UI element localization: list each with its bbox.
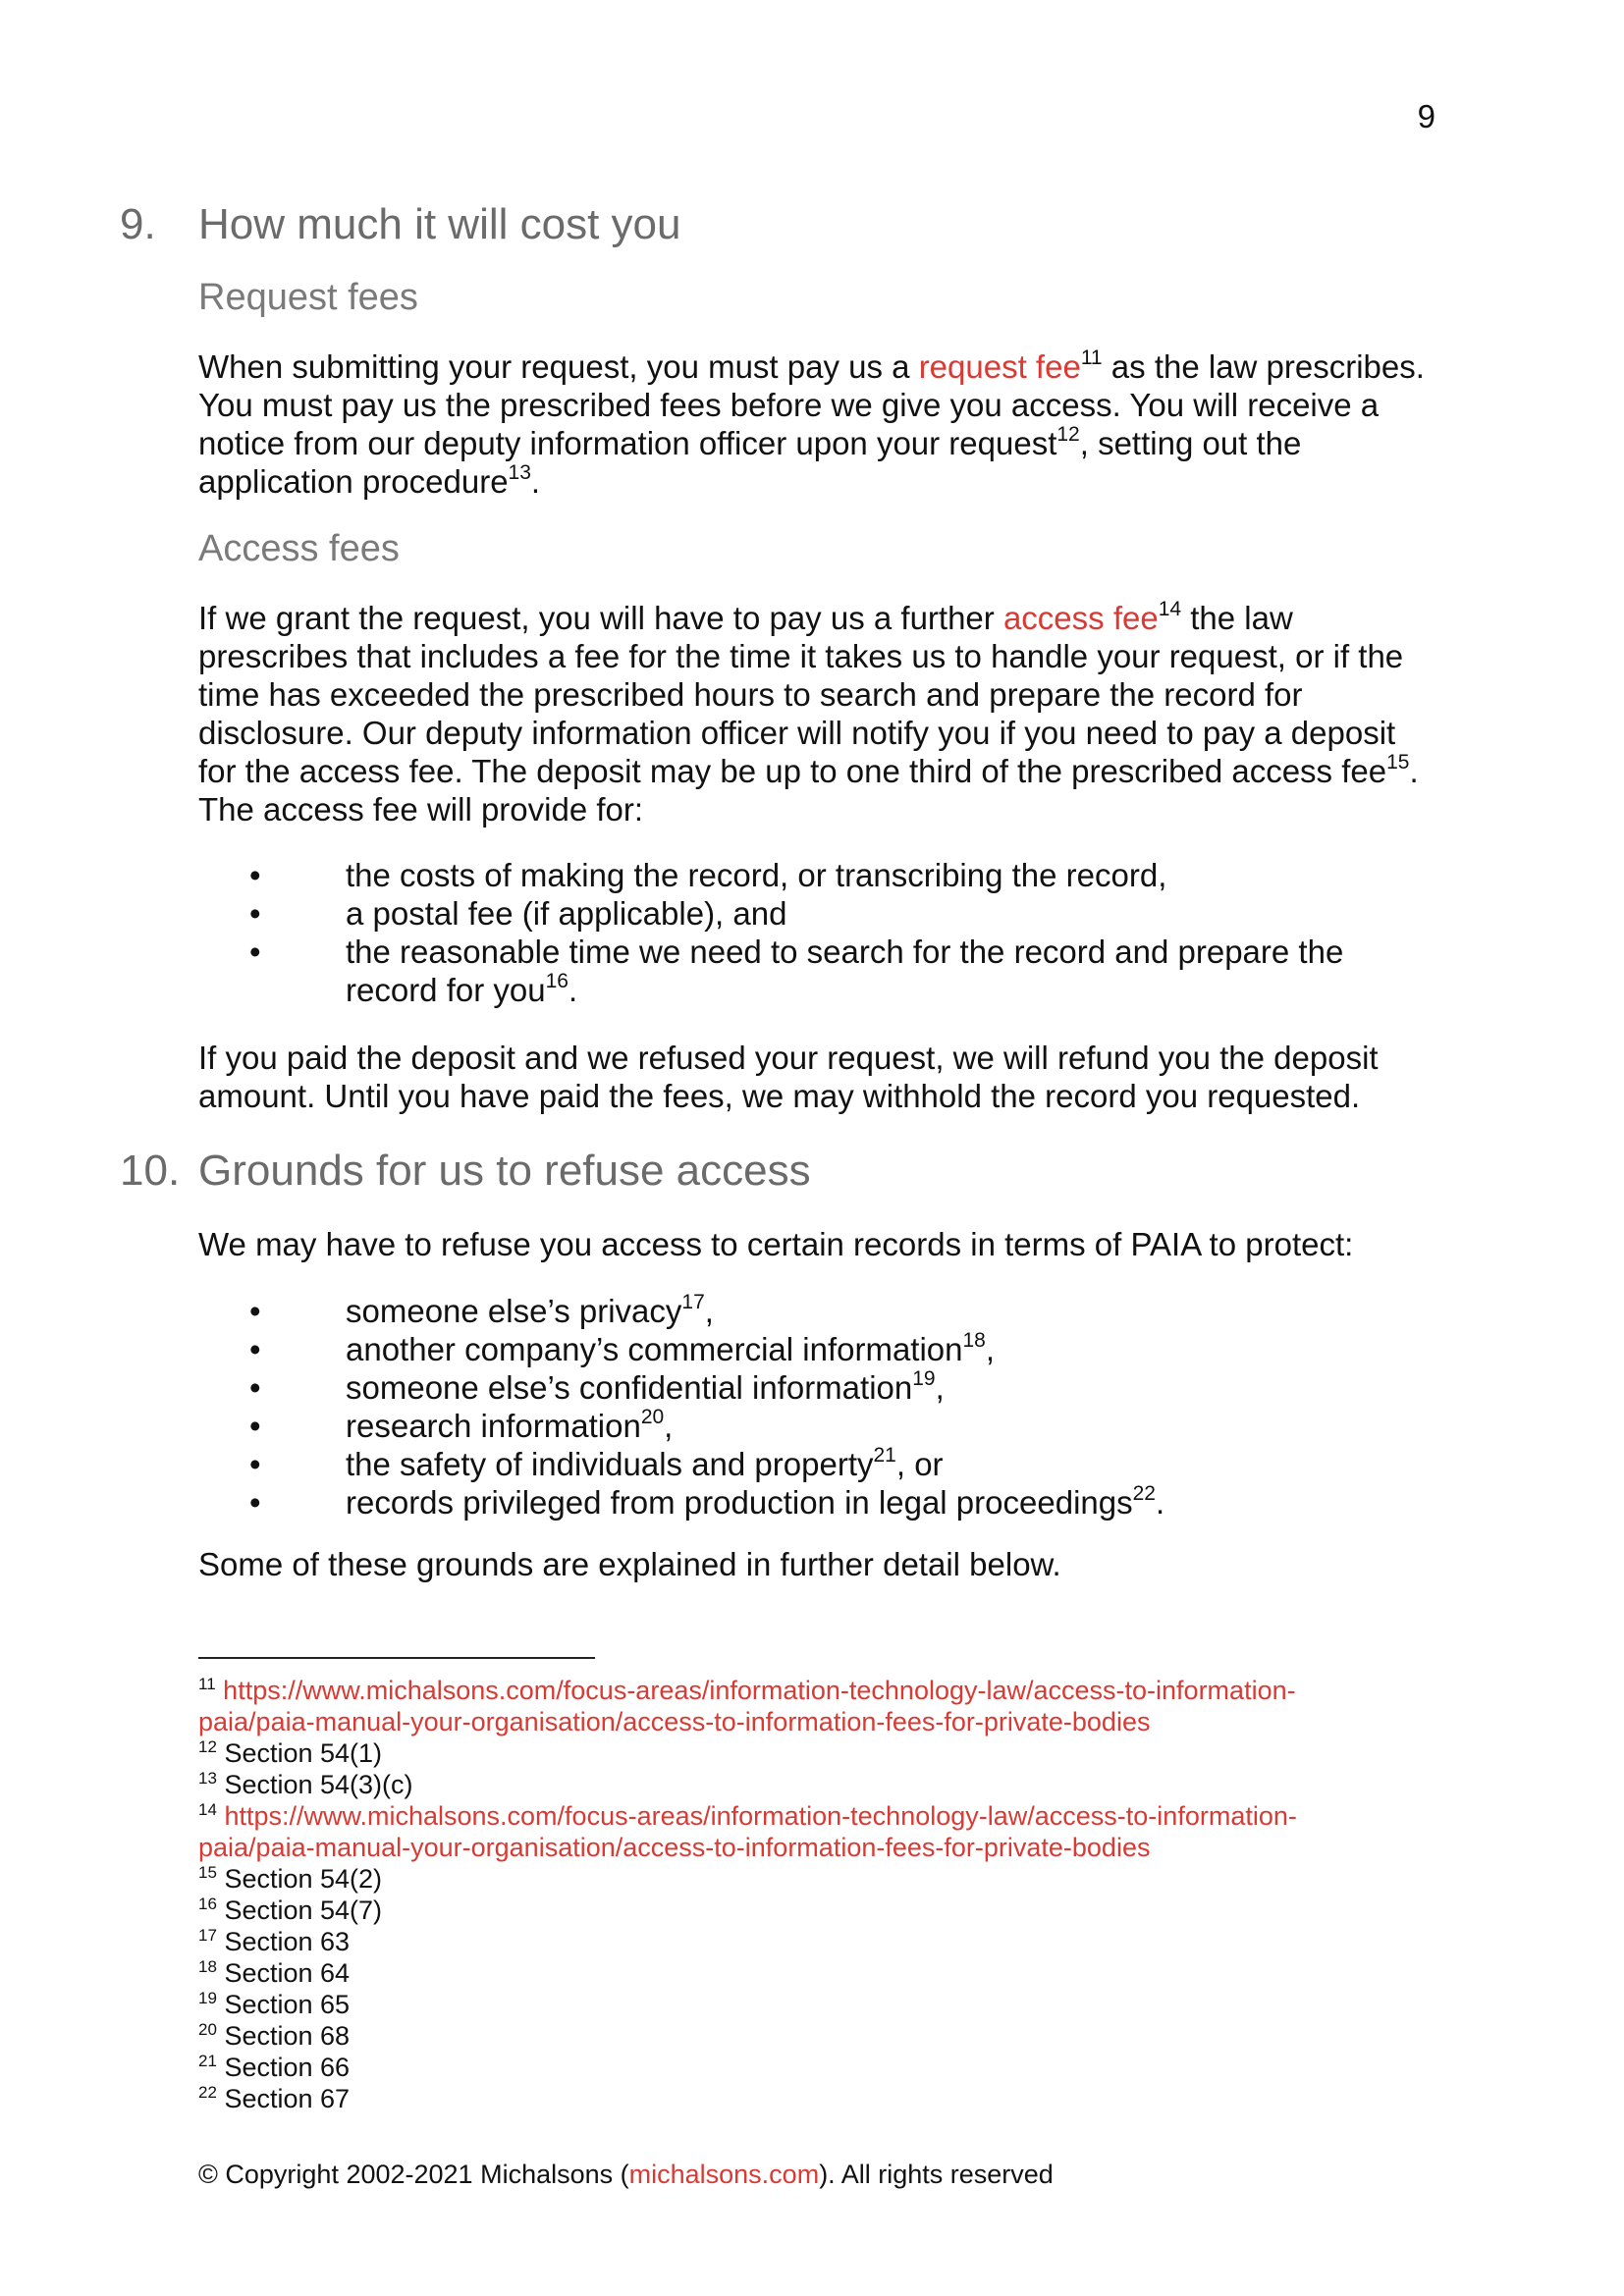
copyright-link[interactable]: michalsons.com <box>628 2160 820 2189</box>
request-fees-heading: Request fees <box>198 277 418 318</box>
list-item <box>198 1407 1441 1445</box>
access-fee-bullets <box>198 856 1441 1009</box>
list-item <box>198 1292 1441 1330</box>
list-item-text: the safety of individuals and property <box>346 1446 874 1482</box>
footnote <box>198 1737 1388 1769</box>
footnote-ref[interactable]: 11 <box>1080 347 1103 369</box>
footnote-number: 14 <box>198 1800 217 1819</box>
footnote-ref[interactable]: 17 <box>681 1291 705 1313</box>
list-item-text: another company’s commercial information <box>346 1331 963 1367</box>
copyright-notice <box>198 2160 1054 2190</box>
footnote-text: Section 63 <box>224 1927 351 1956</box>
bullet-icon: • <box>249 1446 261 1482</box>
footnote <box>198 1800 1388 1863</box>
footnote-number: 13 <box>198 1769 217 1788</box>
list-item-tail: , <box>935 1369 945 1406</box>
footnote-ref[interactable]: 16 <box>545 970 568 992</box>
text-run: the law prescribes that includes a fee for the time it takes us to handle your request, or if the time has exceeded the prescribed hours to search and prepare the record for disclosure. Our deputy information officer will notify you if you need to pay a deposit for the access fee. The deposit may be up to one third of the prescribed access fee <box>198 600 1404 789</box>
copyright-suffix: ). All rights reserved <box>819 2160 1054 2189</box>
list-item-text: the costs of making the record, or transcribing the record, <box>346 857 1167 893</box>
bullet-icon: • <box>249 1293 261 1329</box>
footnote-number: 15 <box>198 1863 217 1882</box>
footnote <box>198 1926 1388 1957</box>
text-run: . <box>530 463 541 500</box>
list-item-text: records privileged from production in legal proceedings <box>346 1484 1133 1521</box>
list-item <box>198 856 1441 894</box>
section-10-heading <box>120 1147 811 1196</box>
footnote-text: Section 68 <box>224 2021 351 2051</box>
footnotes <box>198 1675 1388 2114</box>
footnote-text: Section 54(2) <box>224 1864 383 1894</box>
footnote-text: Section 64 <box>224 1958 351 1988</box>
list-item-text: someone else’s confidential information <box>346 1369 913 1406</box>
footnote-ref[interactable]: 15 <box>1386 751 1410 774</box>
footnote <box>198 1675 1388 1737</box>
bullet-icon: • <box>249 895 261 932</box>
footnote <box>198 1895 1388 1926</box>
footnote-text: Section 54(3)(c) <box>224 1770 413 1799</box>
footnote-number: 16 <box>198 1895 217 1913</box>
text-run: . The access fee will provide for: <box>198 753 1419 828</box>
footnote-text: Section 65 <box>224 1990 351 2019</box>
footnote-number: 22 <box>198 2083 217 2102</box>
bullet-icon: • <box>249 934 261 970</box>
access-fees-heading: Access fees <box>198 528 400 569</box>
footnote-link[interactable]: https://www.michalsons.com/focus-areas/information-technology-law/access-to-information-paia/paia-manual-your-organisation/access-to-information-fees-for-private-bodies <box>198 1801 1297 1862</box>
footnote-link[interactable]: https://www.michalsons.com/focus-areas/information-technology-law/access-to-information-paia/paia-manual-your-organisation/access-to-information-fees-for-private-bodies <box>198 1676 1296 1736</box>
footnote <box>198 1989 1388 2020</box>
list-item <box>198 933 1441 1009</box>
footnote-number: 21 <box>198 2052 217 2070</box>
bullet-icon: • <box>249 1408 261 1444</box>
footnote <box>198 1863 1388 1895</box>
list-item-text: the reasonable time we need to search for the record and prepare the record for you <box>346 934 1344 1008</box>
footnote-text: Section 66 <box>224 2053 351 2082</box>
refusal-intro: We may have to refuse you access to certain records in terms of PAIA to protect: <box>198 1226 1354 1262</box>
request-fee-link[interactable]: request fee <box>918 348 1081 385</box>
list-item <box>198 1368 1441 1407</box>
section-10-number: 10. <box>120 1147 181 1195</box>
access-fees-paragraph <box>198 599 1441 828</box>
footnote-divider <box>198 1657 595 1659</box>
list-item-tail: . <box>1155 1484 1165 1521</box>
footnote-ref[interactable]: 12 <box>1056 423 1080 446</box>
footnote-number: 11 <box>198 1675 216 1693</box>
refund-paragraph: If you paid the deposit and we refused your request, we will refund you the deposit amount. Until you have paid the fees, we may withhold the record you requested. <box>198 1040 1379 1114</box>
page-number: 9 <box>1417 98 1435 134</box>
footnote <box>198 1769 1388 1800</box>
footnote <box>198 1957 1388 1989</box>
footnote-number: 19 <box>198 1989 217 2007</box>
footnote-ref[interactable]: 13 <box>508 461 531 484</box>
section-9-heading <box>120 200 680 249</box>
list-item-text: research information <box>346 1408 641 1444</box>
bullet-icon: • <box>249 1369 261 1406</box>
section-10-title: Grounds for us to refuse access <box>198 1147 811 1195</box>
list-item-tail: , <box>704 1293 714 1329</box>
refusal-grounds-list <box>198 1292 1441 1522</box>
section-9-title: How much it will cost you <box>198 200 681 248</box>
bullet-icon: • <box>249 1484 261 1521</box>
bullet-icon: • <box>249 1331 261 1367</box>
footnote-text: Section 54(7) <box>224 1896 383 1925</box>
footnote-ref[interactable]: 21 <box>873 1444 896 1467</box>
closing-paragraph: Some of these grounds are explained in further detail below. <box>198 1546 1061 1582</box>
footnote-text: Section 54(1) <box>224 1738 383 1768</box>
footnote-ref[interactable]: 19 <box>912 1367 936 1390</box>
access-fee-link[interactable]: access fee <box>1002 600 1159 636</box>
list-item-text: someone else’s privacy <box>346 1293 682 1329</box>
footnote <box>198 2020 1388 2052</box>
text-run: When submitting your request, you must pay us a <box>198 348 919 385</box>
footnote-ref[interactable]: 14 <box>1158 598 1182 620</box>
list-item-tail: , <box>664 1408 674 1444</box>
text-run: If we grant the request, you will have to pay us a further <box>198 600 1003 636</box>
list-item-tail: , <box>985 1331 996 1367</box>
footnote-number: 12 <box>198 1737 217 1756</box>
footnote-ref[interactable]: 18 <box>962 1329 986 1352</box>
text-run: , setting out the application procedure <box>198 425 1302 500</box>
footnote-ref[interactable]: 22 <box>1132 1482 1156 1505</box>
list-item <box>198 1330 1441 1368</box>
footnote <box>198 2083 1388 2114</box>
bullet-icon: • <box>249 857 261 893</box>
list-item-tail: . <box>568 972 578 1008</box>
list-item-tail: , or <box>895 1446 944 1482</box>
footnote-number: 17 <box>198 1926 217 1945</box>
footnote-text: Section 67 <box>224 2084 351 2113</box>
footnote <box>198 2052 1388 2083</box>
footnote-number: 18 <box>198 1957 217 1976</box>
list-item <box>198 1445 1441 1483</box>
footnote-ref[interactable]: 20 <box>640 1406 665 1428</box>
footnote-number: 20 <box>198 2020 217 2039</box>
list-item <box>198 894 1441 933</box>
list-item <box>198 1483 1441 1522</box>
text-run: as the law prescribes. You must pay us the prescribed fees before we give you access. You will receive a notice from our deputy information officer upon your request <box>198 348 1425 461</box>
request-fees-paragraph <box>198 347 1441 501</box>
section-9-number: 9. <box>120 200 156 248</box>
list-item-text: a postal fee (if applicable), and <box>346 895 787 932</box>
copyright-prefix: © Copyright 2002-2021 Michalsons ( <box>198 2160 629 2189</box>
